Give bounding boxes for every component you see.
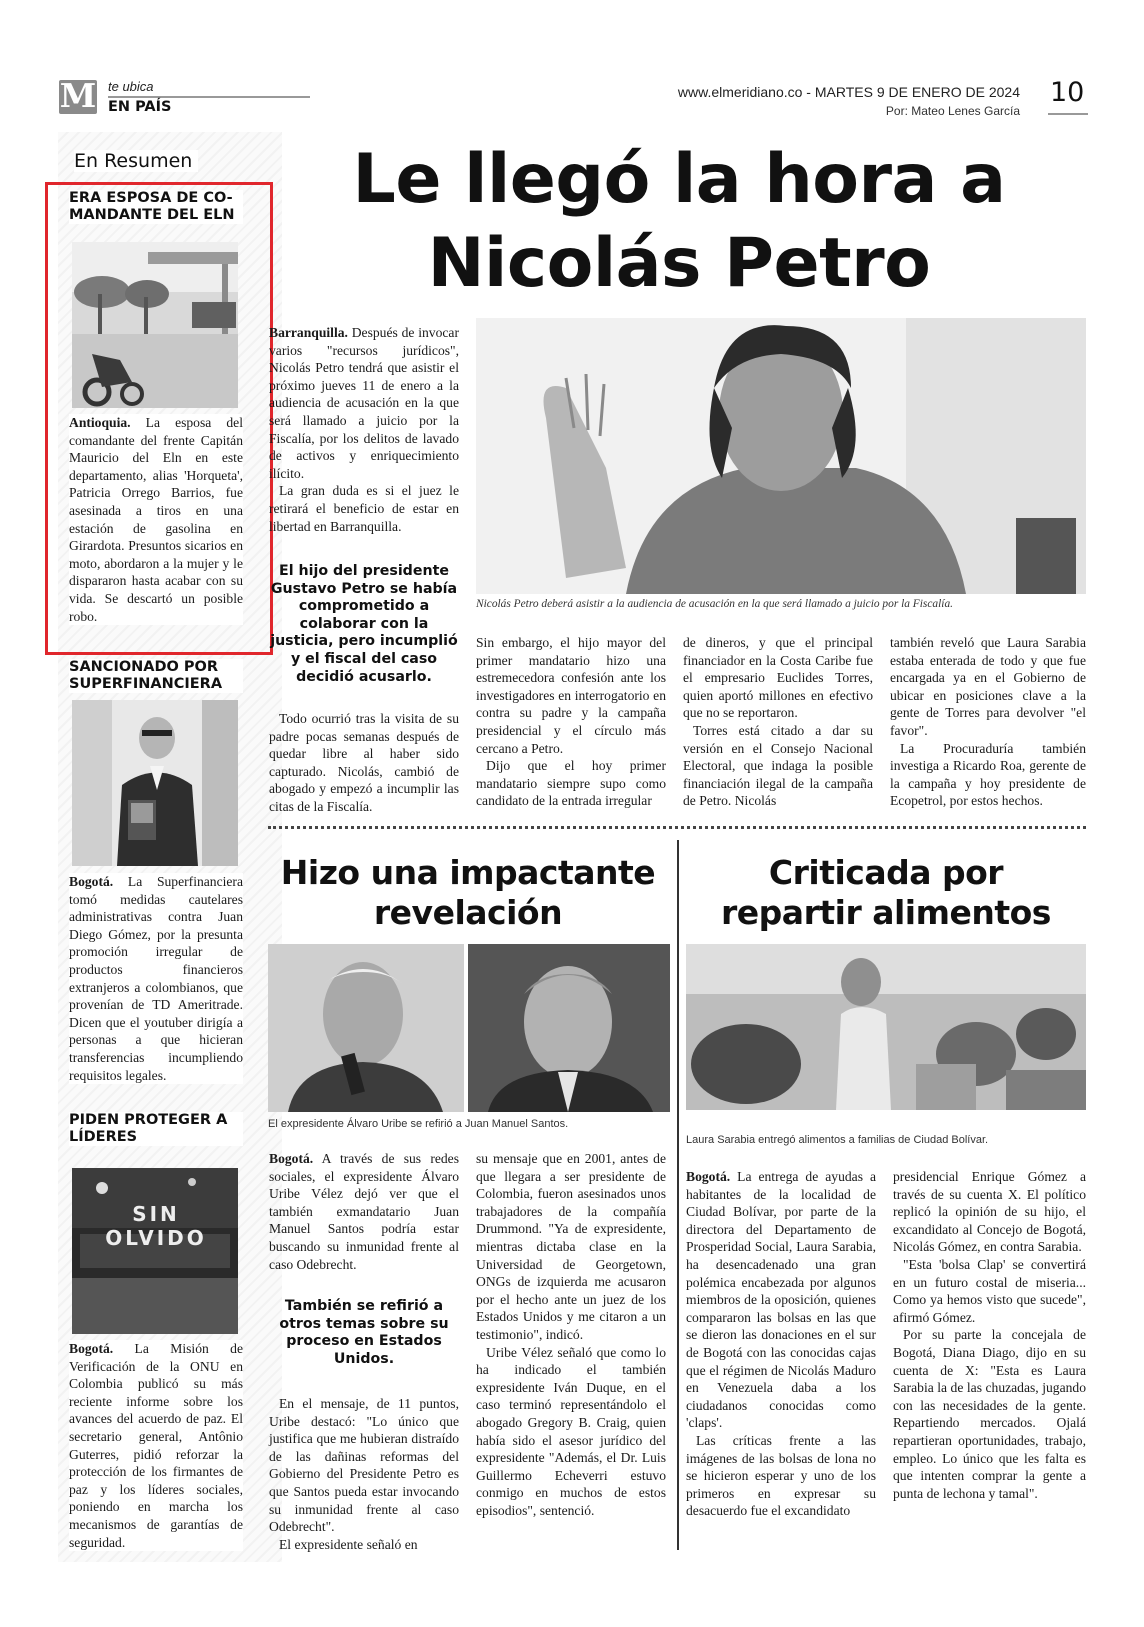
uribe-headline-line2: revelación bbox=[373, 893, 563, 932]
sarabia-col1-p2: Las críticas frente a las imágenes de las bolsas de lona no se hicieron esperar y uno de los primeros en expresar su desacuerdo fue el excandidato bbox=[686, 1432, 876, 1519]
page-number-rule bbox=[1048, 113, 1088, 115]
uribe-col2-p2: Uribe Vélez señaló que como lo ha indicado el también expresidente Iván Duque, en el caso terminó representándolo el abogado Gregory B. Craig, quien había sido el asesor jurídico del expresidente "Además, el Dr. Luis Guillermo Echeverri estuvo conmigo en muchos de estos episodios", sentenció. bbox=[476, 1344, 666, 1518]
uribe-col1-p2: En el mensaje, de 11 puntos, Uribe destacó: "Lo único que justifica que me hubieran distraído de las dañinas reformas del Gobierno del Presidente Petro es que Santos pueda estar invocando su inmunidad frente al caso Odebrecht". bbox=[269, 1396, 459, 1535]
uribe-col2 bbox=[476, 1150, 666, 1519]
sidebar-item-2-title: SANCIONADO POR SUPERFINANCIERA bbox=[69, 659, 223, 692]
main-headline-line2: Nicolás Petro bbox=[427, 224, 931, 303]
page-number: 10 bbox=[1050, 77, 1085, 108]
sarabia-headline bbox=[686, 853, 1086, 933]
column-divider bbox=[677, 840, 679, 1550]
main-col4-p2: La Procuraduría también investiga a Ricardo Roa, gerente de la campaña y hoy presidente de Ecopetrol, por estos hechos. bbox=[890, 740, 1086, 809]
sidebar-item-3-lead: Bogotá. bbox=[69, 1341, 114, 1356]
main-col3 bbox=[683, 634, 873, 810]
sidebar-item-1 bbox=[69, 190, 243, 224]
sidebar-item-3-text bbox=[69, 1340, 243, 1551]
sidebar-item-2-body: La Superfinanciera tomó medidas cautelares administrativas contra Juan Diego Gómez, por la presunta promoción irregular de productos financieros extranjeros a colombianos, que provenían de TD Ameritrade. Dicen que el youtuber dirigía a personas a que hicieran transferencias incumpliendo requisitos legales. bbox=[69, 874, 243, 1083]
section-tag: te ubica bbox=[108, 79, 154, 94]
uribe-col1-p1: A través de sus redes sociales, el expresidente Álvaro Uribe Vélez dejó ver que el también exmandatario Juan Manuel Santos podría estar buscando su inmunidad frente al caso Odebrecht. bbox=[269, 1151, 459, 1272]
main-col4 bbox=[890, 634, 1086, 810]
sarabia-col2 bbox=[893, 1168, 1086, 1502]
uribe-headline-line1: Hizo una impactante bbox=[280, 853, 656, 892]
site-date: www.elmeridiano.co - MARTES 9 DE ENERO DE 2024 bbox=[677, 84, 1020, 100]
main-intro bbox=[269, 324, 459, 535]
sarabia-col2-p2: "Esta 'bolsa Clap' se convertirá en un futuro costal de miseria... Como ya hemos visto que sucede", afirmó Gómez. bbox=[893, 1256, 1086, 1325]
uribe-col1-bottom bbox=[269, 1395, 459, 1553]
sidebar-item-1-text bbox=[69, 414, 243, 625]
uribe-col1-top bbox=[269, 1150, 459, 1273]
uribe-col1-p3: El expresidente señaló en bbox=[279, 1536, 418, 1552]
uribe-photo-caption: El expresidente Álvaro Uribe se refirió a Juan Manuel Santos. bbox=[268, 1118, 569, 1130]
uribe-col1-lead: Bogotá. bbox=[269, 1151, 314, 1166]
main-col2 bbox=[476, 634, 666, 810]
main-pull-quote: El hijo del presidente Gustavo Petro se había comprometido a colaborar con la justicia, pero incumplió y el fiscal del caso decidió acusarlo. bbox=[270, 563, 458, 685]
gas-station-photo bbox=[72, 242, 238, 408]
section-name: EN PAÍS bbox=[108, 99, 172, 115]
main-col4-p1: también reveló que Laura Sarabia estaba enterada de todo y que fue encargada ya en el Gobierno de ubicar en posiciones clave a la gente de Torres para devolver "el favor". bbox=[890, 635, 1086, 738]
juan-diego-gomez-photo bbox=[72, 700, 238, 866]
main-photo-caption: Nicolás Petro deberá asistir a la audiencia de acusación en la que será llamado a juicio por la Fiscalía. bbox=[476, 598, 953, 610]
main-col2-p1: Sin embargo, el hijo mayor del primer mandatario hizo una estremecedora confesión ante los investigadores en interrogatorio en contra su padre y la campaña presidencial y el círculo más cercano a Petro. bbox=[476, 635, 666, 756]
uribe-pull-quote: También se refirió a otros temas sobre su proceso en Estados Unidos. bbox=[279, 1298, 449, 1367]
sarabia-photo bbox=[686, 944, 1086, 1110]
section-divider bbox=[108, 96, 310, 98]
main-col1 bbox=[269, 710, 459, 816]
main-col1-text: Todo ocurrió tras la visita de su padre pocas semanas después de quedar libre al haber sido capturado. Nicolás, cambió de abogado y empezó a incumplir las citas de la Fiscalía. bbox=[269, 711, 459, 814]
sarabia-col1-p1: La entrega de ayudas a habitantes de la localidad de Ciudad Bolívar, por parte de la directora del Departamento de Prosperidad Social, Laura Sarabia, ha desencadenado una gran polémica encabezada por algunos miembros de la oposición, quienes compararon las bolsas en las que se dieron las donaciones en el sur de Bogotá con las conocidas cajas que el régimen de Nicolás Maduro en Venezuela daba a los ciudadanos conocidas como 'claps'. bbox=[686, 1169, 876, 1431]
nicolas-petro-photo bbox=[476, 318, 1086, 594]
sarabia-col1-lead: Bogotá. bbox=[686, 1169, 731, 1184]
main-intro-lead: Barranquilla. bbox=[269, 325, 348, 340]
sarabia-col1 bbox=[686, 1168, 876, 1520]
main-col3-p2: Torres está citado a dar su versión en el Consejo Nacional Electoral, que indaga la posible financiación ilegal de la campaña de Petro. Nicolás bbox=[683, 722, 873, 809]
section-divider-dotted bbox=[268, 826, 1086, 830]
sidebar-item-2-lead: Bogotá. bbox=[69, 874, 114, 889]
sarabia-col2-p3: Por su parte la concejala de Bogotá, Diana Diago, dijo en su cuenta de X: "Esta es Laura Sarabia la de las chuzadas, jugando con las necesidades de la gente. Repartiendo mercados. Ojalá repartieran oportunidades, trabajo, empleo. Lo único que les falta es que intenten comprar la gente a punta de lechona y tamal". bbox=[893, 1327, 1086, 1501]
sarabia-col2-p1: presidencial Enrique Gómez a través de su cuenta X. El político replicó la opinión de su hijo, el excandidato al Concejo de Bogotá, Nicolás Gómez, en contra Sarabia. bbox=[893, 1169, 1086, 1255]
sidebar-item-1-title: ERA ESPOSA DE CO-MANDANTE DEL ELN bbox=[69, 190, 235, 223]
sidebar-item-2 bbox=[69, 659, 243, 693]
sidebar-item-1-body: La esposa del comandante del frente Capitán Mauricio del Eln en este departamento, alias 'Horqueta', Patricia Orrego Barrios, fue asesinada a tiros en una estación de gasolina en Girardota. Presuntos sicarios en moto, abordaron a la mujer y le dispararon hasta acabar con su vida. Se descartó un posible robo. bbox=[69, 415, 243, 624]
main-col3-p1: de dineros, y que el principal financiador en la Costa Caribe fue el empresario Euclides Torres, quien aportó millones en efectivo que no se reportaron. bbox=[683, 635, 873, 721]
main-headline-line1: Le llegó la hora a bbox=[352, 140, 1006, 219]
logo-letter: M bbox=[59, 76, 97, 115]
sarabia-headline-line1: Criticada por bbox=[768, 853, 1004, 892]
sidebar-item-2-text bbox=[69, 873, 243, 1084]
sarabia-headline-line2: repartir alimentos bbox=[721, 893, 1051, 932]
sidebar-title: En Resumen bbox=[74, 150, 198, 172]
uribe-santos-photo bbox=[268, 944, 670, 1112]
protest-sign: SIN OLVIDO bbox=[105, 1202, 207, 1250]
main-intro-p1: Después de invocar varios "recursos jurídicos", Nicolás Petro tendrá que asistir el próximo jueves 11 de enero a la audiencia de acusación en la que será llamado a juicio por la Fiscalía, por los delitos de lavado de activos y enriquecimiento ilícito. bbox=[269, 325, 459, 481]
uribe-headline bbox=[268, 853, 668, 933]
uribe-col2-p1: su mensaje que en 2001, antes de que llegara a ser presidente de Colombia, fueron asesinados unos trabajadores de la compañía Drummond. "Ya de expresidente, mientras dictaba clase en la Universidad de Georgetown, ONGs de izquierda me acusaron por el hecho ante un juez de los Estados Unidos y me citaron a un testimonio", indicó. bbox=[476, 1151, 666, 1342]
sidebar-item-3 bbox=[69, 1112, 243, 1146]
main-headline bbox=[290, 138, 1068, 306]
sidebar-item-3-body: La Misión de Verificación de la ONU en Colombia publicó su más reciente informe sobre los avances del acuerdo de paz. El secretario general, Antônio Guterres, pidió reforzar la protección de los firmantes de paz y los líderes sociales, poniendo en marcha los mecanismos de garantías de seguridad. bbox=[69, 1341, 243, 1550]
sarabia-photo-caption: Laura Sarabia entregó alimentos a familias de Ciudad Bolívar. bbox=[686, 1134, 989, 1146]
main-intro-p2: La gran duda es si el juez le retirará el beneficio de estar en libertad en Barranquilla. bbox=[269, 483, 459, 534]
protest-photo bbox=[72, 1168, 238, 1334]
main-col2-p2: Dijo que el hoy primer mandatario siempre supo como candidato de la entrada irregular bbox=[476, 758, 666, 809]
sidebar-item-1-lead: Antioquia. bbox=[69, 415, 131, 430]
byline: Por: Mateo Lenes García bbox=[885, 104, 1020, 118]
sidebar-item-3-title: PIDEN PROTEGER A LÍDERES bbox=[69, 1112, 228, 1145]
